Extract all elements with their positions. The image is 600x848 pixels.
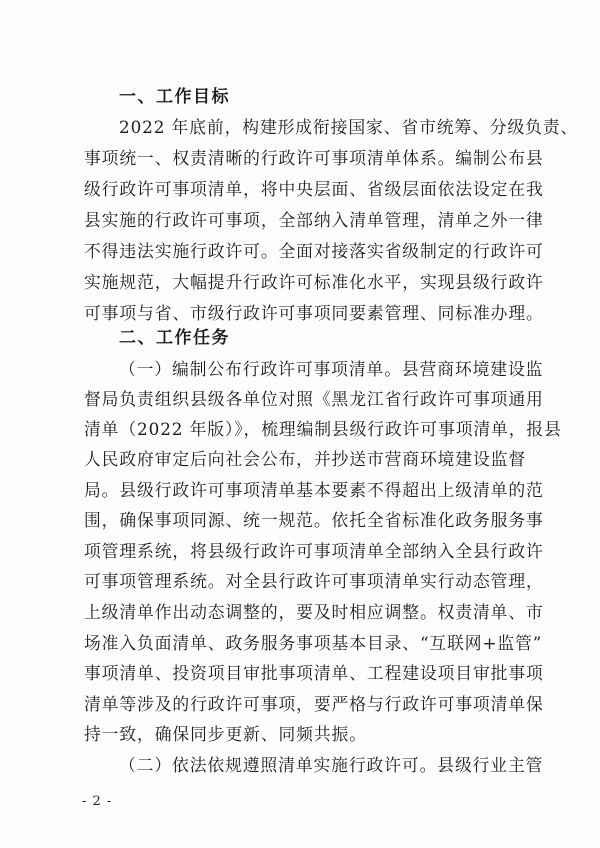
- paragraph-line: 实施规范，大幅提升行政许可标准化水平，实现县级行政许: [84, 272, 544, 292]
- paragraph-line: 上级清单作出动态调整的，要及时相应调整。权责清单、市: [84, 602, 544, 622]
- paragraph-line: 项管理系统，将县级行政许可事项清单全部纳入全县行政许: [84, 541, 544, 561]
- paragraph-line: 人民政府审定后向社会公布，并抄送市营商环境建设监督: [84, 449, 527, 469]
- paragraph-line: 可事项管理系统。对全县行政许可事项清单实行动态管理，: [84, 571, 544, 591]
- paragraph-line: 可事项与省、市级行政许可事项同要素管理、同标准办理。: [84, 303, 544, 323]
- paragraph-line: 2022 年底前，构建形成衔接国家、省市统筹、分级负责、: [119, 117, 579, 137]
- paragraph-line: 场准入负面清单、政务服务事项基本目录、“互联网+监管”: [84, 633, 543, 653]
- paragraph-line: （一）编制公布行政许可事项清单。县营商环境建设监: [119, 359, 544, 379]
- paragraph-line: 事项清单、投资项目审批事项清单、工程建设项目审批事项: [84, 663, 544, 683]
- paragraph-line: 督局负责组织县级各单位对照《黑龙江省行政许可事项通用: [84, 389, 544, 409]
- paragraph-line: 不得违法实施行政许可。全面对接落实省级制定的行政许可: [84, 241, 544, 261]
- paragraph-line: 县实施的行政许可事项，全部纳入清单管理，清单之外一律: [84, 210, 544, 230]
- paragraph-line: （二）依法依规遵照清单实施行政许可。县级行业主管: [119, 755, 544, 775]
- section-heading-1: 一、工作目标: [119, 87, 230, 107]
- paragraph-line: 持一致，确保同步更新、同频共振。: [84, 724, 367, 744]
- section-heading-2: 二、工作任务: [119, 328, 230, 348]
- paragraph-line: 围，确保事项同源、统一规范。依托全省标准化政务服务事: [84, 510, 544, 530]
- paragraph-line: 事项统一、权责清晰的行政许可事项清单体系。编制公布县: [84, 148, 544, 168]
- paragraph-line: 清单（2022 年版）》，梳理编制县级行政许可事项清单，报县: [84, 419, 562, 439]
- page-number: - 2 -: [82, 794, 113, 809]
- paragraph-line: 级行政许可事项清单，将中央层面、省级层面依法设定在我: [84, 179, 544, 199]
- paragraph-line: 局。县级行政许可事项清单基本要素不得超出上级清单的范: [84, 480, 544, 500]
- paragraph-line: 清单等涉及的行政许可事项，要严格与行政许可事项清单保: [84, 694, 544, 714]
